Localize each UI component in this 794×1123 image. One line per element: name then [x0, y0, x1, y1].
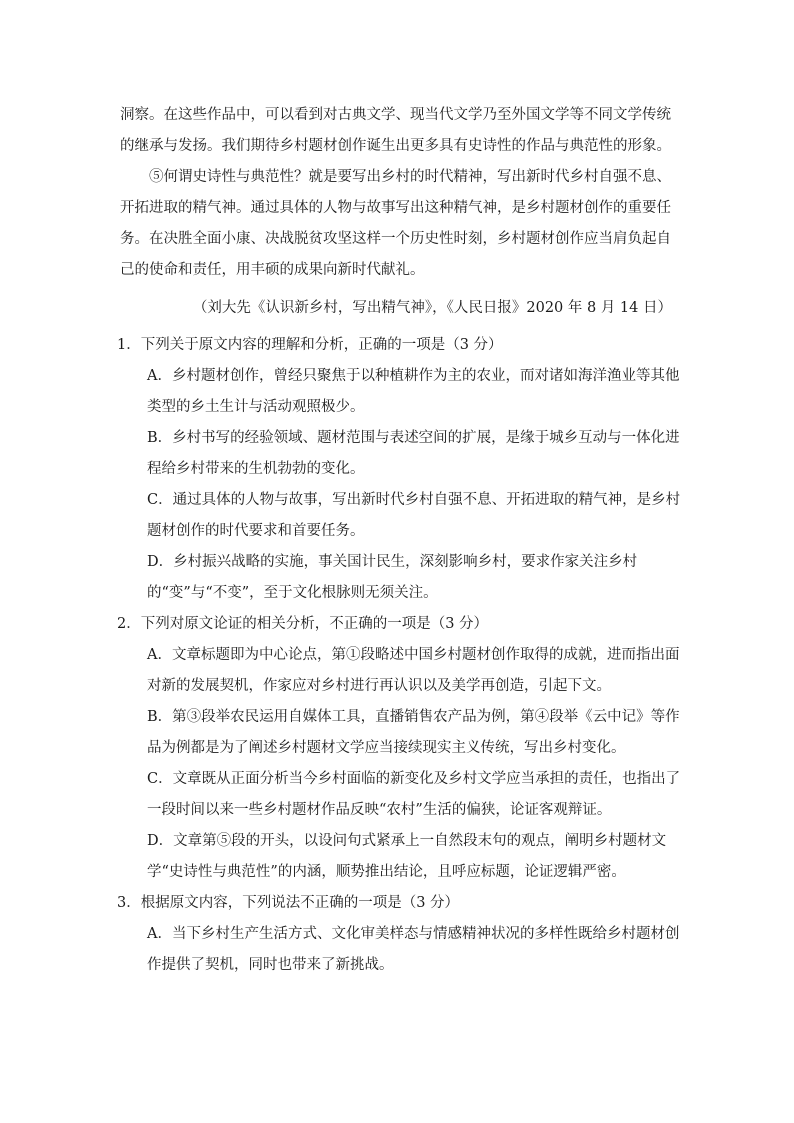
- question-stem: 2．下列对原文论证的相关分析，不正确的一项是（3 分）: [117, 616, 489, 632]
- question-2: [117, 609, 681, 888]
- question-3: [117, 888, 680, 981]
- option-c: C．通过具体的人物与故事，写出新时代乡村自强不息、开拓进取的精气神，是乡村题材创作的时代要求和首要任务。: [147, 492, 681, 539]
- option-d: D．乡村振兴战略的实施，事关国计民生，深刻影响乡村，要求作家关注乡村的“变”与“不变”，至于文化根脉则无须关注。: [147, 554, 638, 601]
- question-stem: 1．下列关于原文内容的理解和分析，正确的一项是（3 分）: [117, 337, 503, 353]
- option-d: D．文章第⑤段的开头，以设问句式紧承上一自然段末句的观点，阐明乡村题材文学“史诗性与典范性”的内涵，顺势推出结论，且呼应标题，论证逻辑严密。: [147, 833, 667, 880]
- question-1: [117, 330, 681, 609]
- option-a: A．当下乡村生产生活方式、文化审美样态与情感精神状况的多样性既给乡村题材创作提供了契机，同时也带来了新挑战。: [147, 926, 680, 973]
- option-a: A．乡村题材创作，曾经只聚焦于以种植耕作为主的农业，而对诸如海洋渔业等其他类型的乡土生计与活动观照极少。: [147, 368, 680, 415]
- option-c: C．文章既从正面分析当今乡村面临的新变化及乡村文学应当承担的责任，也指出了一段时间以来一些乡村题材作品反映“农村”生活的偏狭，论证客观辩证。: [147, 771, 681, 818]
- page-content: [117, 100, 681, 981]
- question-stem: 3．根据原文内容，下列说法不正确的一项是（3 分）: [117, 895, 460, 911]
- option-a: A．文章标题即为中心论点，第①段略述中国乡村题材创作取得的成就，进而指出面对新的发展契机，作家应对乡村进行再认识以及美学再创造，引起下文。: [147, 647, 680, 694]
- option-b: B．乡村书写的经验领域、题材范围与表述空间的扩展，是缘于城乡互动与一体化进程给乡村带来的生机勃勃的变化。: [147, 430, 680, 477]
- article-paragraph-continued: 洞察。在这些作品中，可以看到对古典文学、现当代文学乃至外国文学等不同文学传统的继承与发扬。我们期待乡村题材创作诞生出更多具有史诗性的作品与典范性的形象。: [120, 107, 671, 154]
- option-b: B．第③段举农民运用自媒体工具，直播销售农产品为例，第④段举《云中记》等作品为例都是为了阐述乡村题材文学应当接续现实主义传统，写出乡村变化。: [147, 709, 680, 756]
- article-citation: （刘大先《认识新乡村，写出精气神》，《人民日报》2020 年 8 月 14 日）: [192, 300, 672, 316]
- article-paragraph-5: ⑤何谓史诗性与典范性？就是要写出乡村的时代精神，写出新时代乡村自强不息、开拓进取的精气神。通过具体的人物与故事写出这种精气神，是乡村题材创作的重要任务。在决胜全面小康、决战脱贫攻坚这样一个历史性时刻，乡村题材创作应当肩负起自己的使命和责任，用丰硕的成果向新时代献礼。: [120, 169, 671, 278]
